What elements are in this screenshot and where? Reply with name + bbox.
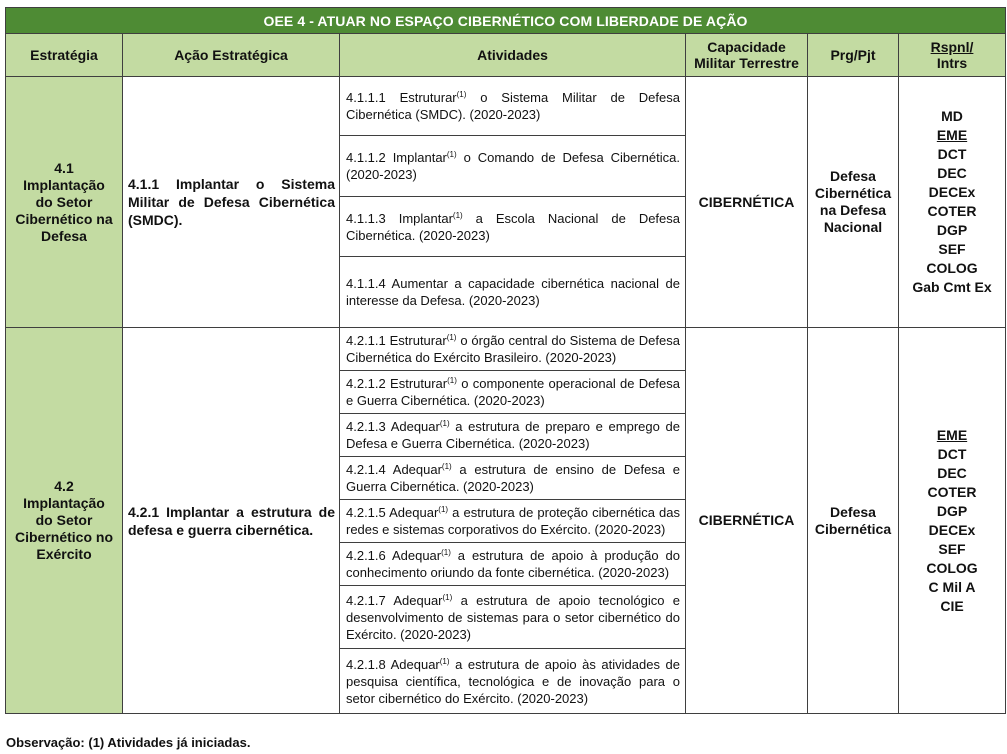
header-capacidade [686, 34, 808, 77]
atividade-cell [340, 649, 686, 714]
prg-line: Defesa [830, 503, 876, 520]
estrategia-line: Cibernético no [14, 529, 113, 545]
footnote-marker: (1) [442, 592, 453, 602]
atividade-text: 4.2.1.4 Adequar [346, 462, 442, 477]
estrategia-line: 4.1 [54, 159, 74, 176]
prg-pjt-cell [808, 77, 899, 328]
prg-line: Cibernética [814, 185, 892, 201]
responsavel-item: EME [936, 426, 968, 443]
header-capacidade-line2: Militar Terrestre [694, 55, 799, 71]
atividade-text-cont: a estrutura de apoio à produção do conhecimento oriundo da fonte cibernética. (2020-2023) [346, 548, 680, 580]
prg-pjt-cell [808, 328, 899, 714]
responsavel-item: DEC [937, 165, 967, 181]
atividade-cell [340, 371, 686, 414]
atividade-text-cont: a estrutura de apoio tecnológico e desenvolvimento de sistemas para o setor cibernético do Exército. (2020-2023) [346, 592, 680, 642]
estrategia-line: Implantação [23, 176, 105, 193]
table-row [6, 328, 1006, 371]
estrategia-line: do Setor [35, 193, 93, 210]
responsavel-item: COTER [927, 483, 977, 500]
estrategia-line: Exército [36, 546, 92, 562]
estrategia-cell [6, 77, 123, 328]
atividade-text-cont: a estrutura de ensino de Defesa e Guerra Cibernética. (2020-2023) [346, 462, 680, 494]
atividade-text-cont: a estrutura de apoio às atividades de pesquisa científica, tecnológica e de inovação para o setor cibernético do Exército. (2020-2023) [346, 656, 680, 706]
estrategia-line: do Setor [35, 512, 93, 528]
atividade-text: 4.1.1.2 Implantar [346, 150, 447, 165]
responsavel-item: DCT [937, 146, 967, 162]
prg-line: Defesa [830, 168, 876, 184]
footnote-marker: (1) [456, 90, 467, 99]
footnote-marker: (1) [439, 656, 450, 666]
capacidade-cell: CIBERNÉTICA [686, 328, 808, 714]
responsavel-item: C Mil A [928, 578, 976, 595]
oee4-table-container [5, 7, 1005, 714]
atividade-text-cont: o Sistema Militar de Defesa Cibernética (SMDC). (2020-2023) [346, 90, 680, 122]
footnote-marker: (1) [446, 150, 457, 159]
atividade-text-cont: o órgão central do Sistema de Defesa Cibernética do Exército Brasileiro. (2020-2023) [346, 333, 680, 365]
header-rspnl-intrs [899, 34, 1006, 77]
prg-line: na Defesa [819, 202, 887, 218]
responsavel-item: EME [936, 127, 968, 143]
atividade-cell [340, 500, 686, 543]
responsavel-item: SEF [938, 540, 966, 557]
observation-note: Observação: (1) Atividades já iniciadas. [6, 735, 251, 750]
atividade-text-cont: a estrutura de proteção cibernética das redes e sistemas corporativos do Exército. (2020-2023) [346, 505, 680, 537]
header-prg-pjt: Prg/Pjt [808, 34, 899, 77]
responsavel-item: DGP [936, 502, 968, 519]
estrategia-line: Defesa [41, 227, 87, 244]
acao-estrategica-cell: 4.1.1 Implantar o Sistema Militar de Defesa Cibernética (SMDC). [123, 77, 340, 328]
atividade-cell [340, 457, 686, 500]
footnote-marker: (1) [447, 376, 457, 385]
oee4-table [5, 7, 1006, 714]
responsaveis-cell [899, 77, 1006, 328]
atividade-text-cont: o componente operacional de Defesa e Guerra Cibernética. (2020-2023) [346, 376, 680, 408]
table-body [6, 77, 1006, 714]
responsavel-item: COLOG [926, 260, 978, 276]
estrategia-line: 4.2 [54, 478, 74, 494]
estrategia-line: Cibernético na [15, 210, 113, 227]
responsavel-item: CIE [940, 597, 964, 614]
atividade-cell [340, 414, 686, 457]
atividade-cell [340, 257, 686, 328]
header-atividades: Atividades [340, 34, 686, 77]
atividade-text: 4.2.1.1 Estruturar [346, 333, 447, 348]
atividade-text: 4.2.1.7 Adequar [346, 592, 443, 608]
atividade-cell [340, 543, 686, 586]
responsavel-item: DGP [936, 222, 968, 238]
responsavel-item: COLOG [926, 559, 978, 576]
footnote-marker: (1) [441, 548, 451, 557]
responsaveis-cell [899, 328, 1006, 714]
responsavel-item: Gab Cmt Ex [912, 279, 992, 295]
responsavel-item: MD [941, 108, 963, 124]
header-estrategia: Estratégia [6, 34, 123, 77]
atividade-text: 4.2.1.6 Adequar [346, 548, 442, 563]
atividade-text: 4.1.1.4 Aumentar a capacidade cibernética nacional de interesse da Defesa. (2020-2023) [346, 276, 680, 308]
atividade-cell [340, 136, 686, 197]
responsavel-item: DECEx [928, 184, 976, 200]
atividade-cell [340, 586, 686, 649]
responsavel-item: DECEx [928, 521, 976, 538]
atividade-text: 4.1.1.1 Estruturar [346, 90, 457, 105]
responsavel-item: SEF [938, 241, 966, 257]
header-capacidade-line1: Capacidade [707, 39, 786, 55]
atividade-text: 4.2.1.5 Adequar [346, 505, 439, 520]
estrategia-cell [6, 328, 123, 714]
atividade-text-cont: a Escola Nacional de Defesa Cibernética. (2020-2023) [346, 210, 681, 243]
prg-line: Cibernética [814, 520, 892, 537]
atividade-cell [340, 197, 686, 257]
estrategia-line: Implantação [23, 495, 105, 511]
atividade-text-cont: o Comando de Defesa Cibernética. (2020-2023) [346, 150, 680, 182]
atividade-cell [340, 77, 686, 136]
footnote-marker: (1) [441, 462, 452, 471]
responsavel-item: DCT [937, 445, 967, 462]
header-intrs: Intrs [936, 55, 968, 71]
atividade-text-cont: a estrutura de preparo e emprego de Defesa e Guerra Cibernética. (2020-2023) [346, 419, 680, 451]
acao-estrategica-cell: 4.2.1 Implantar a estrutura de defesa e guerra cibernética. [123, 328, 340, 714]
atividade-text: 4.2.1.3 Adequar [346, 419, 440, 434]
responsavel-item: COTER [927, 203, 977, 219]
footnote-marker: (1) [438, 505, 449, 514]
prg-line: Nacional [823, 219, 883, 235]
table-row [6, 77, 1006, 136]
atividade-text: 4.2.1.2 Estruturar [346, 376, 448, 391]
footnote-marker: (1) [452, 210, 463, 220]
table-title: OEE 4 - ATUAR NO ESPAÇO CIBERNÉTICO COM LIBERDADE DE AÇÃO [6, 8, 1006, 34]
atividade-text: 4.1.1.3 Implantar [346, 210, 453, 226]
header-rspnl: Rspnl/ [930, 39, 974, 55]
atividade-cell [340, 328, 686, 371]
footnote-marker: (1) [446, 333, 457, 342]
responsavel-item: DEC [937, 464, 967, 481]
capacidade-cell: CIBERNÉTICA [686, 77, 808, 328]
atividade-text: 4.2.1.8 Adequar [346, 656, 440, 672]
header-acao-estrategica: Ação Estratégica [123, 34, 340, 77]
footnote-marker: (1) [439, 419, 450, 428]
